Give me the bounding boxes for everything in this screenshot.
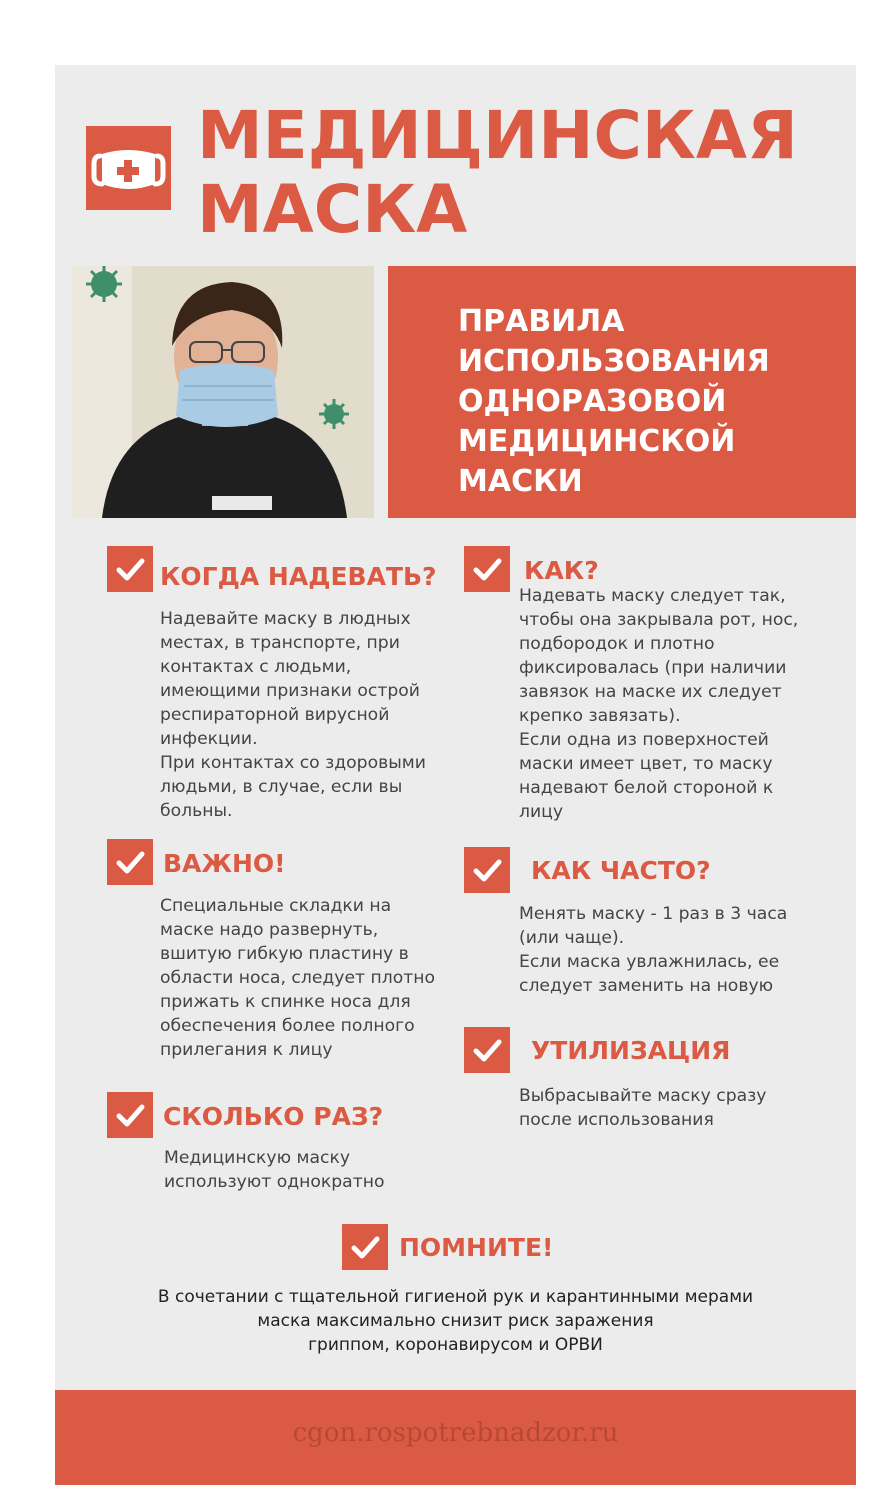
text-line: В сочетании с тщательной гигиеной рук и карантинными мерами [157, 1287, 754, 1307]
text-line: При контактах со здоровыми [160, 753, 426, 773]
text-line: Специальные складки на [160, 896, 392, 916]
text-line: прилегания к лицу [160, 1040, 333, 1060]
when-heading: КОГДА НАДЕВАТЬ? [160, 562, 437, 591]
text-line: людьми, в случае, если вы [160, 777, 403, 797]
checkmark-icon [464, 1027, 510, 1073]
watermark: cgon.rospotrebnadzor.ru [292, 1418, 619, 1448]
text-line: Медицинскую маску [164, 1148, 350, 1168]
text-line: маски имеет цвет, то маску [519, 754, 773, 774]
medical-mask-icon [86, 126, 171, 210]
checkmark-icon [107, 1092, 153, 1138]
text-line: области носа, следует плотно [160, 968, 436, 988]
checkmark-icon [107, 546, 153, 592]
checkmark-icon [107, 839, 153, 885]
remember-text [55, 1285, 856, 1357]
text-line: после использования [519, 1110, 714, 1130]
text-line: контактах с людьми, [160, 657, 352, 677]
text-line: надевают белой стороной к [519, 778, 774, 798]
text-line: вшитую гибкую пластину в [160, 944, 409, 964]
disposal-text [519, 1084, 766, 1132]
text-line: Надевайте маску в людных [160, 609, 411, 629]
text-line: фиксировалась (при наличии [519, 658, 787, 678]
text-line: прижать к спинке носа для [160, 992, 411, 1012]
checkmark-icon [464, 847, 510, 893]
banner-text [458, 302, 838, 502]
text-line: крепко завязать). [519, 706, 681, 726]
how-often-text [519, 902, 787, 998]
how-text [519, 584, 798, 824]
text-line: подбородок и плотно [519, 634, 715, 654]
text-line: гриппом, коронавирусом и ОРВИ [308, 1335, 603, 1355]
text-line: местах, в транспорте, при [160, 633, 400, 653]
text-line: больны. [160, 801, 233, 821]
checkmark-icon [464, 546, 510, 592]
text-line: следует заменить на новую [519, 976, 774, 996]
text-line: Выбрасывайте маску сразу [519, 1086, 767, 1106]
text-line: маске надо развернуть, [160, 920, 379, 940]
text-line: Менять маску - 1 раз в 3 часа [519, 904, 788, 924]
important-text [160, 894, 435, 1062]
text-line: чтобы она закрывала рот, нос, [519, 610, 799, 630]
text-line: Надевать маску следует так, [519, 586, 786, 606]
disposal-heading: УТИЛИЗАЦИЯ [531, 1036, 731, 1065]
banner-line: МАСКИ [458, 464, 583, 499]
text-line: имеющими признаки острой [160, 681, 420, 701]
text-line: завязок на маске их следует [519, 682, 782, 702]
how-many-text [164, 1146, 384, 1194]
important-heading: ВАЖНО! [163, 849, 286, 878]
text-line: используют однократно [164, 1172, 385, 1192]
text-line: лицу [519, 802, 564, 822]
banner-line: ПРАВИЛА [458, 304, 625, 339]
footer-bar [55, 1390, 856, 1485]
remember-heading: ПОМНИТЕ! [399, 1233, 554, 1262]
banner-line: МЕДИЦИНСКОЙ [458, 424, 736, 459]
how-many-heading: СКОЛЬКО РАЗ? [163, 1102, 384, 1131]
text-line: респираторной вирусной [160, 705, 390, 725]
page-title-line-1: МЕДИЦИНСКАЯ [197, 97, 798, 174]
text-line: Если маска увлажнилась, ее [519, 952, 780, 972]
text-line: обеспечения более полного [160, 1016, 415, 1036]
text-line: маска максимально снизит риск заражения [257, 1311, 654, 1331]
banner-line: ИСПОЛЬЗОВАНИЯ [458, 344, 770, 379]
how-heading: КАК? [524, 556, 599, 585]
page-title-line-2: МАСКА [197, 171, 468, 248]
text-line: Если одна из поверхностей [519, 730, 769, 750]
text-line: инфекции. [160, 729, 258, 749]
text-line: (или чаще). [519, 928, 625, 948]
checkmark-icon [342, 1224, 388, 1270]
how-often-heading: КАК ЧАСТО? [531, 856, 711, 885]
person-in-mask-photo [72, 266, 374, 518]
rules-banner [388, 266, 856, 518]
when-text [160, 607, 426, 823]
banner-line: ОДНОРАЗОВОЙ [458, 384, 727, 419]
